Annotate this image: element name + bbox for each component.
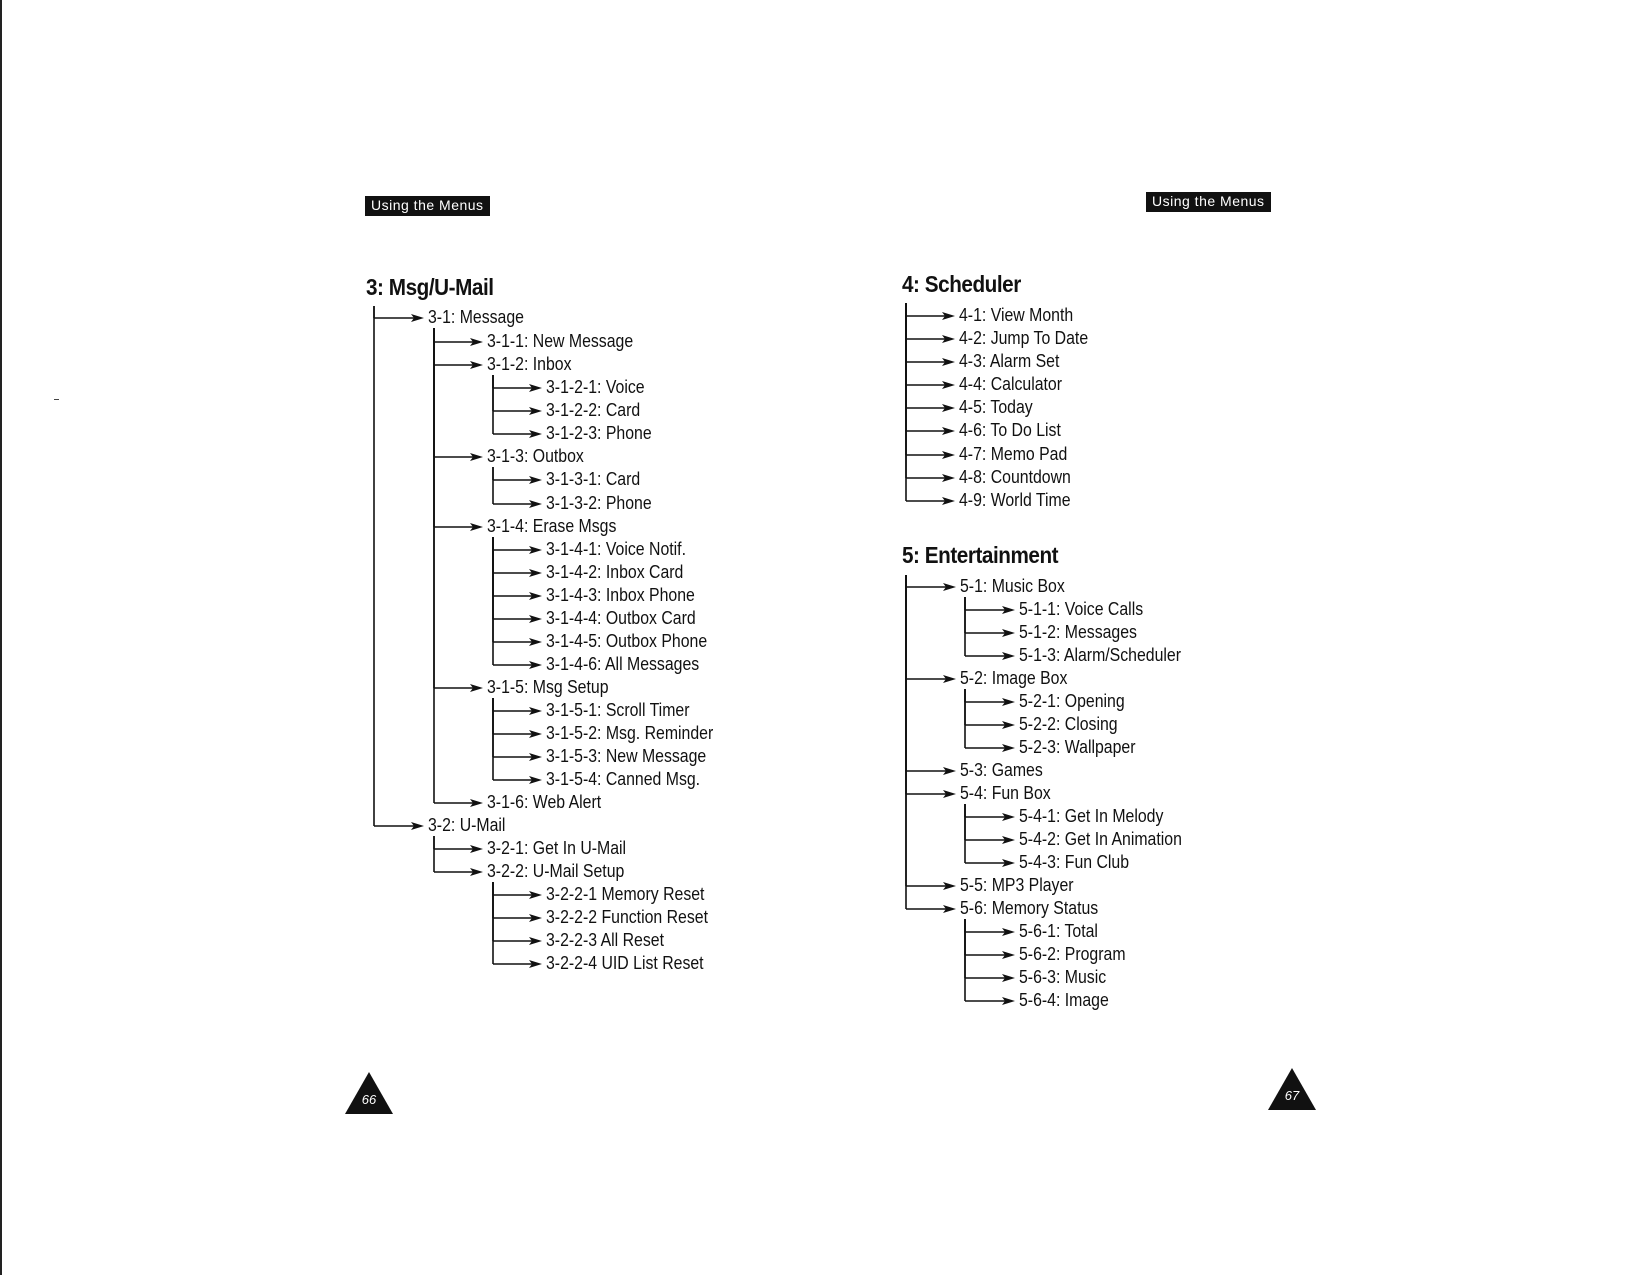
menu-item: 3-1-4-1: Voice Notif. xyxy=(546,539,686,559)
menu-item: 3-1-1: New Message xyxy=(487,331,634,351)
menu-item: 3-1-4: Erase Msgs xyxy=(487,516,617,536)
menu-item: 5-2-3: Wallpaper xyxy=(1019,737,1136,757)
menu-item: 5-6-4: Image xyxy=(1019,990,1109,1010)
menu-item: 4-3: Alarm Set xyxy=(959,351,1060,371)
page-number-left xyxy=(345,1072,393,1114)
menu-item: 3-1-3-1: Card xyxy=(546,469,641,489)
header-tab-right: Using the Menus xyxy=(1146,192,1271,212)
menu-item: 5-6-3: Music xyxy=(1019,967,1107,987)
menu-item: 3-1: Message xyxy=(428,307,524,327)
section-title-msg: 3: Msg/U-Mail xyxy=(366,274,494,300)
menu-item: 4-5: Today xyxy=(959,397,1033,417)
page-number-left-text: 66 xyxy=(361,1092,377,1107)
menu-item: 4-6: To Do List xyxy=(959,420,1061,440)
menu-item: 3-2: U-Mail xyxy=(428,815,506,835)
menu-item: 3-2-2-2 Function Reset xyxy=(546,907,709,927)
menu-item: 4-9: World Time xyxy=(959,490,1071,510)
menu-item: 3-1-2-1: Voice xyxy=(546,377,645,397)
page-number-right-text: 67 xyxy=(1284,1088,1300,1103)
menu-item: 3-2-2-1 Memory Reset xyxy=(546,884,705,904)
menu-item: 4-8: Countdown xyxy=(959,467,1071,487)
menu-item: 3-1-2: Inbox xyxy=(487,354,572,374)
menu-item: 5-6-1: Total xyxy=(1019,921,1098,941)
section-title-scheduler: 4: Scheduler xyxy=(902,271,1021,297)
menu-item: 5-4-1: Get In Melody xyxy=(1019,806,1164,826)
menu-item: 3-1-3: Outbox xyxy=(487,446,584,466)
menu-item: 5-2-2: Closing xyxy=(1019,714,1118,734)
menu-item: 3-1-4-6: All Messages xyxy=(546,654,700,674)
menu-item: 3-1-4-5: Outbox Phone xyxy=(546,631,708,651)
menu-item: 3-1-2-3: Phone xyxy=(546,423,652,443)
menu-item: 3-1-4-2: Inbox Card xyxy=(546,562,684,582)
menu-item: 4-7: Memo Pad xyxy=(959,444,1068,464)
menu-item: 3-1-5: Msg Setup xyxy=(487,677,609,697)
menu-item: 3-2-2-4 UID List Reset xyxy=(546,953,704,973)
page-number-right xyxy=(1268,1068,1316,1110)
menu-item: 3-2-2: U-Mail Setup xyxy=(487,861,625,881)
menu-item: 5-1: Music Box xyxy=(960,576,1065,596)
menu-item: 5-4-3: Fun Club xyxy=(1019,852,1130,872)
menu-item: 5-5: MP3 Player xyxy=(960,875,1074,895)
section-title-entertainment: 5: Entertainment xyxy=(902,542,1059,568)
menu-item: 5-2: Image Box xyxy=(960,668,1068,688)
menu-item: 5-1-1: Voice Calls xyxy=(1019,599,1144,619)
menu-item: 5-4: Fun Box xyxy=(960,783,1051,803)
menu-item: 5-3: Games xyxy=(960,760,1043,780)
menu-item: 3-2-1: Get In U-Mail xyxy=(487,838,627,858)
menu-item: 3-1-5-4: Canned Msg. xyxy=(546,769,701,789)
menu-item: 5-1-2: Messages xyxy=(1019,622,1137,642)
menu-item: 5-6: Memory Status xyxy=(960,898,1099,918)
menu-item: 3-1-6: Web Alert xyxy=(487,792,602,812)
menu-item: 4-2: Jump To Date xyxy=(959,328,1089,348)
menu-item: 5-2-1: Opening xyxy=(1019,691,1125,711)
menu-item: 3-1-3-2: Phone xyxy=(546,493,652,513)
menu-item: 3-1-2-2: Card xyxy=(546,400,641,420)
menu-item: 3-1-4-3: Inbox Phone xyxy=(546,585,695,605)
menu-item: 3-1-4-4: Outbox Card xyxy=(546,608,696,628)
menu-item: 5-6-2: Program xyxy=(1019,944,1126,964)
menu-item: 4-4: Calculator xyxy=(959,374,1063,394)
menu-item: 5-4-2: Get In Animation xyxy=(1019,829,1182,849)
header-tab-left: Using the Menus xyxy=(365,196,490,216)
menu-item: 3-1-5-3: New Message xyxy=(546,746,707,766)
menu-item: 4-1: View Month xyxy=(959,305,1074,325)
menu-item: 5-1-3: Alarm/Scheduler xyxy=(1019,645,1182,665)
menu-item: 3-2-2-3 All Reset xyxy=(546,930,664,950)
menu-item: 3-1-5-1: Scroll Timer xyxy=(546,700,690,720)
menu-item: 3-1-5-2: Msg. Reminder xyxy=(546,723,714,743)
